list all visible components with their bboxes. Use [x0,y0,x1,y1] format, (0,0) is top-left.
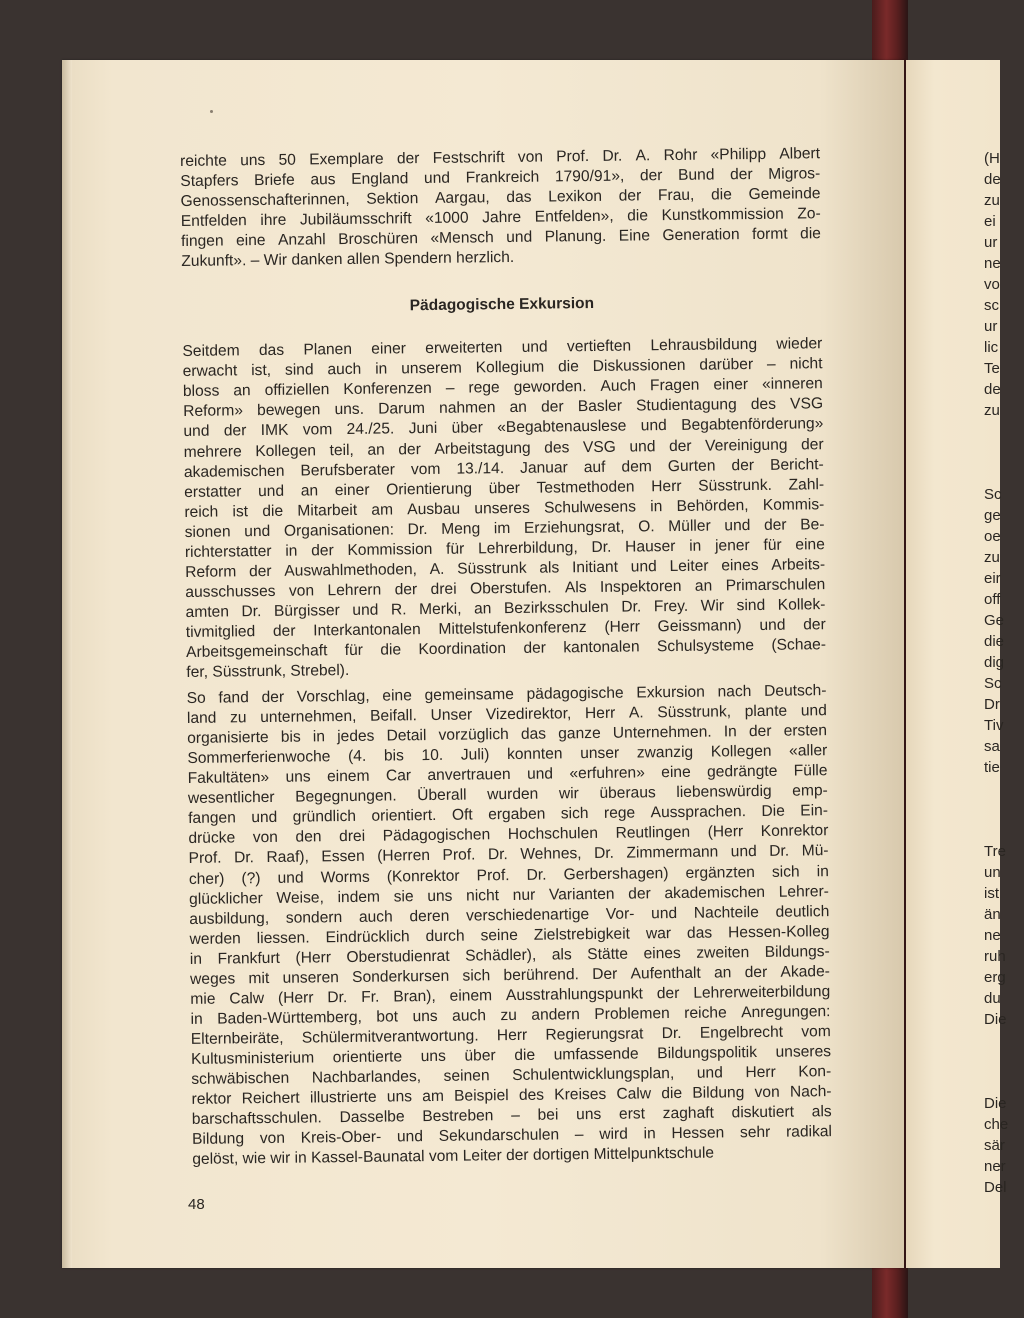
paragraph-donations [180,144,821,272]
text-line: erstatter und an einer Orientierung über Testmethoden Herr Süsstrunk. Zahl- [184,475,825,501]
section-heading: Pädagogische Exkursion [409,295,595,315]
text-line: So fand der Vorschlag, eine gemeinsame pädagogische Exkursion nach Deutsch- [186,682,827,708]
right-page-fragment: Sc [984,675,1002,692]
right-page-fragment: Die [984,1095,1007,1112]
right-page-fragment: ge [984,507,1001,524]
right-page-fragment: Del [984,1179,1007,1196]
text-line: und der IMK vom 24./25. Juni über «Begabtenauslese und Begabtenförderung» [183,415,824,441]
text-line: Seitdem das Planen einer erweiterten und vertieften Lehrausbildung wieder [182,335,823,361]
right-page-fragment: de [984,171,1001,188]
right-page-fragment: che [984,1116,1009,1133]
text-line: tivmitglied der Interkantonalen Mittelstufenkonferenz (Herr Geissmann) und der [185,616,826,641]
text-line: richterstatter in der Kommission für Lehrerbildung, Dr. Hauser in jener für eine [184,535,825,561]
right-page-fragment: zu [984,549,1000,566]
text-line: Entfelden ihre Jubiläumsschrift «1000 Jahre Entfelden», die Kunstkommission Zo- [180,205,821,231]
text-line: organisierte bis in jedes Detail vorzüglich das ganze Unternehmen. In der ersten [187,722,828,748]
text-line: bloss an offiziellen Konferenzen – rege geworden. Auch Fragen einer «inneren [182,375,823,401]
text-line: Fakultäten» uns einem Car anvertrauen und «erfuhren» eine gedrängte Fülle [187,762,828,788]
right-page-fragment [984,1072,1024,1093]
right-page-fragment [984,799,1024,820]
right-page-fragment [984,442,1024,463]
text-line: in Baden-Württemberg, bot uns auch zu andern Problemen reiche Anregungen: [190,1002,831,1028]
text-line: gelöst, wie wir in Kassel-Baunatal vom Leiter der dortigen Mittelpunktschule [192,1144,715,1169]
text-line: fangen und gründlich orientiert. Oft ergaben sich rege Aussprachen. Die Ein- [188,802,829,828]
text-line: fingen eine Anzahl Broschüren «Mensch und Planung. Eine Generation formt die [180,225,822,251]
text-line: erwacht ist, sind auch in unserem Kollegium die Diskussionen darüber – nicht [182,355,823,381]
right-page-fragment: ner [984,1158,1006,1175]
right-page-fragment [984,820,1024,841]
right-page-fragment: sc [984,297,999,314]
right-page-fragment [984,463,1024,484]
right-page-fragment [984,1030,1024,1051]
right-page-fragment: ei [984,213,996,230]
right-page-fragment: ur [984,234,998,251]
body-text [180,144,832,1170]
right-page-fragment: (H [984,150,1000,167]
text-line: drücke von den drei Pädagogischen Hochschulen Reutlingen (Herr Konrektor [188,822,829,848]
text-line: wesentlicher Begegnungen. Überall wurden wir überaus liebenswürdig emp- [187,782,828,808]
right-page-fragment: de [984,381,1001,398]
text-line: Zukunft». – Wir danken allen Spendern herzlich. [181,249,515,271]
text-line: amten Dr. Bürgisser und R. Merki, an Bezirksschulen Dr. Frey. Wir sind Kollek- [185,596,826,621]
text-line: glücklicher Weise, indem sie uns nicht nur Varianten der akademischen Lehrer- [189,882,830,908]
right-page-fragment: Tiv [984,717,1004,734]
text-line: land zu unternehmen, Beifall. Unser Vizedirektor, Herr A. Süsstrunk, plante und [186,702,827,728]
text-line: akademischen Berufsberater vom 13./14. Januar auf dem Gurten der Bericht- [183,455,824,481]
paragraph-excursion [187,681,833,1170]
text-line: weges mit unseren Sonderkursen sich berührend. Der Aufenthalt an der Akade- [190,962,831,988]
text-line: Kultusministerium orientierte uns über die umfassende Bildungspolitik unseres [190,1043,832,1068]
paragraph-training [182,334,826,683]
text-line: schwäbischen Nachbarlandes, seinen Schulentwicklungsplan, und Herr Kon- [191,1063,832,1088]
right-page-fragment: eir [984,570,1001,587]
right-page-fragment: ruh [984,948,1006,965]
text-line: Sommerferienwoche (4. bis 10. Juli) konnten unser zwanzig Kollegen «aller [187,742,828,768]
right-page-fragment [984,778,1024,799]
right-page-fragment: ur [984,318,998,335]
right-page-fragment: vo [984,276,1000,293]
text-line: sionen und Organisationen: Dr. Meng im Erziehungsrat, O. Müller und der Be- [184,515,825,541]
text-line: mehrere Kollegen teil, an der Arbeitstagung des VSG und der Vereinigung der [183,435,824,461]
right-page-fragment: off [984,591,1001,608]
text-line: Bildung von Kreis-Ober- und Sekundarschulen – wird in Hessen sehr radikal [191,1123,833,1149]
right-page-fragment: ne [984,927,1001,944]
right-page-fragment: Ge [984,612,1005,629]
right-page-fragment: ist [984,885,999,902]
text-line: mie Calw (Herr Dr. Fr. Bran), einem Ausstrahlungspunkt der Lehrerweiterbildung [190,982,831,1008]
right-page-fragment: Dr [984,696,1000,713]
text-line: reichte uns 50 Exemplare der Festschrift von Prof. Dr. A. Rohr «Philipp Albert [180,145,821,170]
right-page-fragment: Te [984,360,1000,377]
right-page-fragment [984,1051,1024,1072]
text-line: ausbildung, sondern auch deren verschiedenartige Vor- und Nachteile deutlich [189,902,830,928]
right-page-fragment: die [984,633,1005,650]
right-page-fragment: sär [984,1137,1005,1154]
text-line: fer, Süsstrunk, Strebel). [186,662,350,681]
text-line: Genossenschafterinnen, Sektion Aargau, das Lexikon der Frau, die Gemeinde [180,185,821,211]
right-page-fragment: zu [984,192,1000,209]
text-line: barschaftsschulen. Dasselbe Bestreben – bei uns erst zaghaft diskutiert als [191,1103,832,1128]
right-page-fragment: erg [984,969,1006,986]
right-page-fragment: Tre [984,843,1006,860]
page-number: 48 [188,1196,205,1213]
text-line: rektor Reichert illustrierte uns am Beispiel des Kreises Calw die Bildung von Nach- [191,1083,832,1108]
right-page-text-fragments [984,148,1024,1198]
text-line: Reform der Auswahlmethoden, A. Süsstrunk als Initiant und Leiter eines Arbeits- [185,555,826,581]
right-page-fragment: lic [984,339,999,356]
right-page-fragment: du [984,990,1001,1007]
text-line: Elternbeiräte, Schülermitverantwortung. Herr Regierungsrat Dr. Engelbrecht vom [190,1022,831,1048]
text-line: in Frankfurt (Herr Oberstudienrat Schädler), als Stätte eines zweiten Bildungs- [189,942,830,968]
right-page-fragment: sa [984,738,1000,755]
right-page-fragment: tie [984,759,1000,776]
text-line: Prof. Dr. Raaf), Essen (Herren Prof. Dr. Wehnes, Dr. Zimmermann und Dr. Mü- [188,842,829,868]
text-line: cher) (?) und Worms (Konrektor Prof. Dr. Gerbershagen) ergänzten sich in [188,862,829,888]
right-page-fragment: Die [984,1011,1007,1028]
text-line: Arbeitsgemeinschaft für die Koordination der kantonalen Schulsysteme (Schae- [186,636,827,661]
text-line: ausschusses von Lehrern der drei Oberstufen. Als Inspektoren an Primarschulen [185,575,826,601]
right-page-fragment: dig [984,654,1005,671]
right-page-fragment: oe [984,528,1001,545]
right-page-fragment: än [984,906,1001,923]
right-page-fragment: un [984,864,1001,881]
text-line: reich ist die Mitarbeit am Ausbau unseres Schulwesens in Behörden, Kommis- [184,495,825,521]
right-page-fragment [984,421,1024,442]
text-line: Reform» bewegen uns. Darum nahmen an der Basler Studientagung des VSG [183,395,824,421]
text-line: werden liessen. Eindrücklich durch seine Zielstrebigkeit war das Hessen-Kolleg [189,922,830,948]
right-page-fragment: zu [984,402,1000,419]
text-line: Stapfers Briefe aus England und Frankreich 1790/91», der Bund der Migros- [180,165,821,191]
paper-speck [210,110,213,113]
right-page-fragment: ne [984,255,1001,272]
right-page-fragment: Sc [984,486,1002,503]
